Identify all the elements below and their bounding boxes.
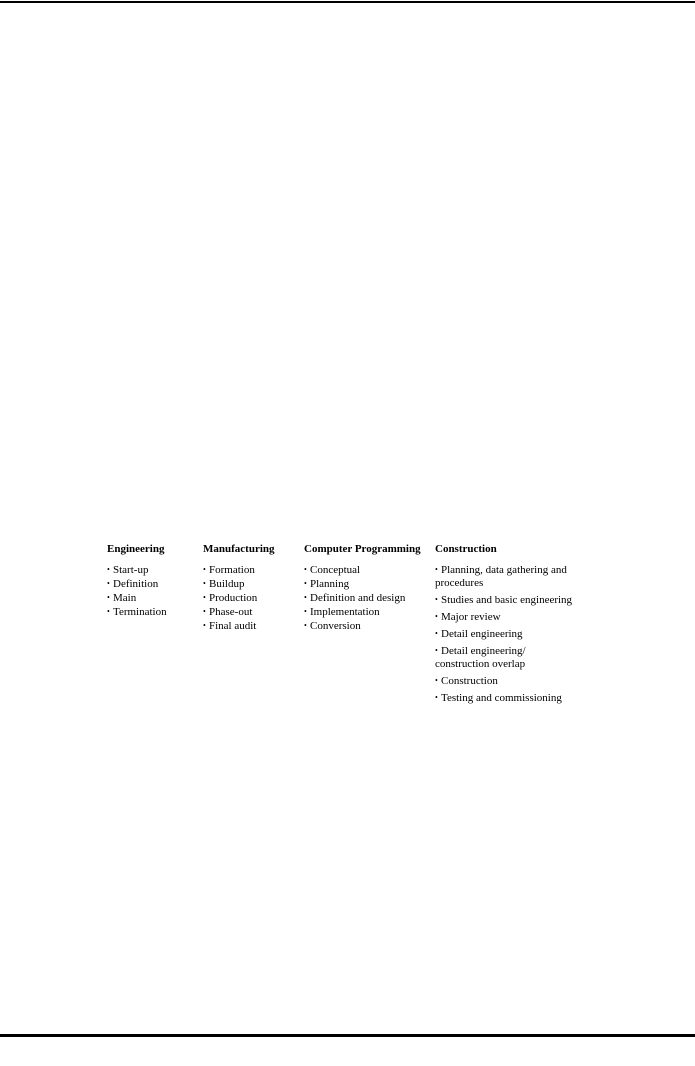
phase-item: • Buildup — [203, 578, 245, 590]
bullet-icon: • — [203, 593, 206, 602]
phase-item: • Studies and basic engineering — [435, 594, 573, 606]
phase-item: • Implementation — [304, 606, 380, 618]
column-construction — [435, 542, 585, 708]
phase-item: • Planning — [304, 578, 350, 590]
bullet-icon: • — [435, 595, 438, 604]
phase-item: • Conceptual — [304, 564, 361, 576]
phase-item: • Construction — [435, 675, 498, 687]
header-rule — [0, 1, 695, 3]
phase-item: • Start-up — [107, 564, 149, 576]
phase-item: • Conversion — [304, 620, 361, 632]
column-heading: Computer Programming — [304, 543, 421, 555]
bullet-icon: • — [304, 621, 307, 630]
phase-item: • Definition and design — [304, 592, 406, 604]
phase-list — [203, 563, 303, 633]
column-heading: Construction — [435, 543, 497, 555]
bullet-icon: • — [107, 565, 110, 574]
bullet-icon: • — [435, 612, 438, 621]
bullet-icon: • — [435, 646, 438, 655]
bullet-icon: • — [304, 579, 307, 588]
bullet-icon: • — [435, 565, 438, 574]
bullet-icon: • — [107, 593, 110, 602]
bullet-icon: • — [304, 593, 307, 602]
bullet-icon: • — [107, 607, 110, 616]
phase-item: • Testing and commissioning — [435, 692, 562, 704]
phase-item: • Definition — [107, 578, 159, 590]
phase-list — [304, 563, 432, 633]
project-phases-table — [107, 542, 587, 732]
phase-item: • Planning, data gathering and procedures — [435, 564, 567, 589]
bullet-icon: • — [203, 607, 206, 616]
phase-item: • Major review — [435, 611, 501, 623]
phase-list — [435, 563, 585, 705]
footer-rule — [0, 1034, 695, 1037]
column-heading: Manufacturing — [203, 543, 275, 555]
phase-item: • Final audit — [203, 620, 257, 632]
column-heading: Engineering — [107, 543, 165, 555]
bullet-icon: • — [435, 693, 438, 702]
bullet-icon: • — [304, 607, 307, 616]
bullet-icon: • — [304, 565, 307, 574]
phase-item: • Detail engineering/ construction overlap — [435, 645, 526, 670]
bullet-icon: • — [435, 629, 438, 638]
bullet-icon: • — [107, 579, 110, 588]
phase-item: • Production — [203, 592, 258, 604]
bullet-icon: • — [203, 621, 206, 630]
bullet-icon: • — [203, 565, 206, 574]
column-manufacturing — [203, 542, 303, 633]
phase-list — [107, 563, 199, 619]
phase-item: • Detail engineering — [435, 628, 523, 640]
bullet-icon: • — [435, 676, 438, 685]
phase-item: • Termination — [107, 606, 167, 618]
phase-item: • Phase-out — [203, 606, 253, 618]
column-engineering — [107, 542, 199, 619]
phase-item: • Main — [107, 592, 137, 604]
phase-item: • Formation — [203, 564, 255, 576]
column-computer-programming — [304, 542, 432, 633]
bullet-icon: • — [203, 579, 206, 588]
